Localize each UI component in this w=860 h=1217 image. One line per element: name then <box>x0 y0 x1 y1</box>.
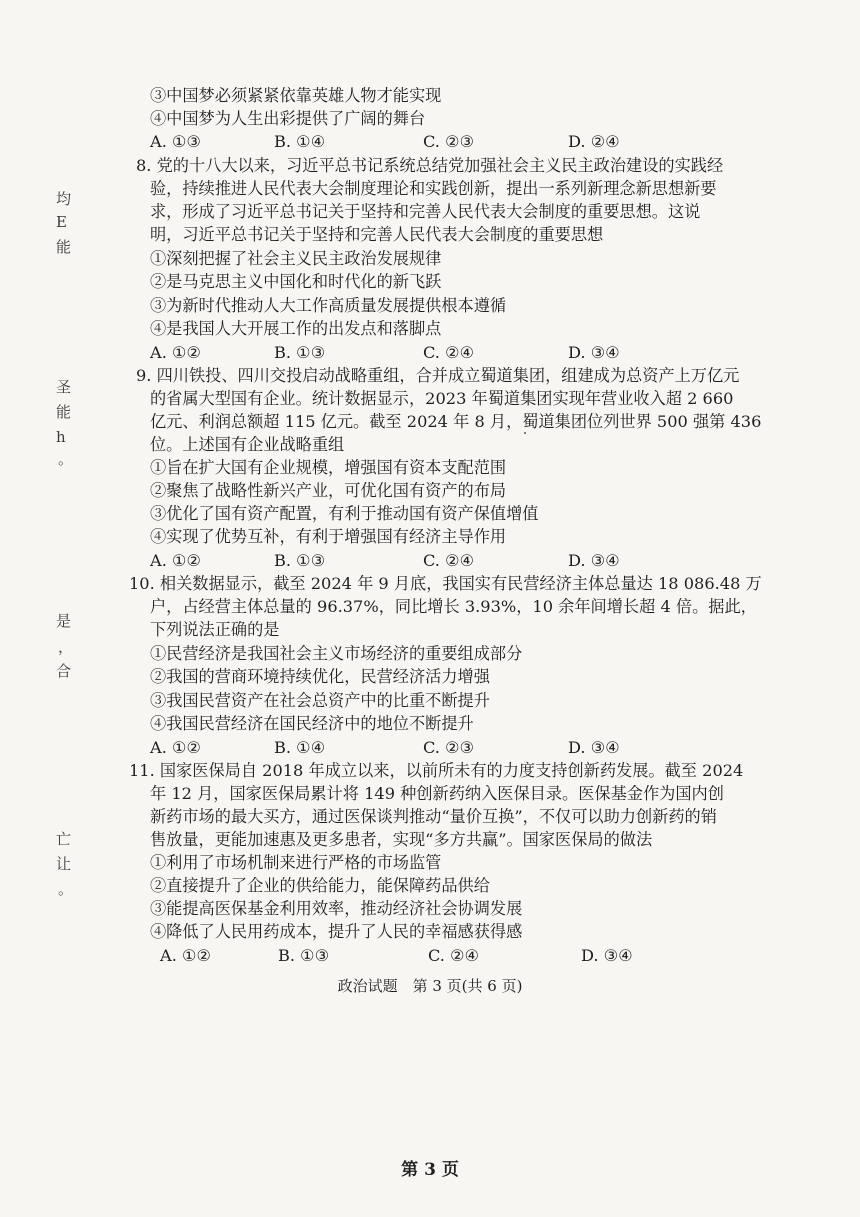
q11-stem-line: 新药市场的最大买方，通过医保谈判推动“量价互换”，不仅可以助力创新药的销 <box>150 807 717 826</box>
q11-statement-4: ④降低了人民用药成本，提升了人民的幸福感获得感 <box>150 922 523 941</box>
q7-statement-3: ③中国梦必须紧紧依靠英雄人物才能实现 <box>150 86 442 105</box>
q10-stem-line: 10. 相关数据显示，截至 2024 年 9 月底，我国实有民营经济主体总量达 18 086.48 万 <box>129 574 762 593</box>
q11-stem-line: 年 12 月，国家医保局累计将 149 种创新药纳入医保目录。医保基金作为国内创 <box>150 784 724 803</box>
q11-option-a: A. ①② <box>160 946 212 965</box>
q8-option-b: B. ①③ <box>274 343 326 362</box>
q10-statement-1: ①民营经济是我国社会主义市场经济的重要组成部分 <box>150 644 523 663</box>
scan-speck <box>524 432 526 434</box>
q10-option-b: B. ①④ <box>274 738 326 757</box>
q8-option-c: C. ②④ <box>423 343 475 362</box>
margin-fragment: h <box>56 428 66 446</box>
q7-statement-4: ④中国梦为人生出彩提供了广阔的舞台 <box>150 109 426 128</box>
q10-statement-4: ④我国民营经济在国民经济中的地位不断提升 <box>150 714 474 733</box>
q8-stem-line: 8. 党的十八大以来，习近平总书记系统总结党加强社会主义民主政治建设的实践经 <box>136 156 724 175</box>
q9-option-b: B. ①③ <box>274 551 326 570</box>
q8-stem-line: 明，习近平总书记关于坚持和完善人民代表大会制度的重要思想 <box>150 225 604 244</box>
margin-fragment: 能 <box>56 238 72 256</box>
q9-stem-line: 位。上述国有企业战略重组 <box>150 435 345 454</box>
q7-option-d: D. ②④ <box>568 132 620 151</box>
q11-option-c: C. ②④ <box>428 946 480 965</box>
q8-option-a: A. ①② <box>150 343 202 362</box>
q8-statement-3: ③为新时代推动人大工作高质量发展提供根本遵循 <box>150 296 507 315</box>
margin-fragment: E <box>56 213 67 231</box>
margin-fragment: 。 <box>58 880 74 898</box>
margin-fragment: 均 <box>56 190 72 208</box>
q9-statement-1: ①旨在扩大国有企业规模，增强国有资本支配范围 <box>150 458 507 477</box>
margin-fragment: 。 <box>58 450 74 468</box>
q11-stem-line: 11. 国家医保局自 2018 年成立以来，以前所未有的力度支持创新药发展。截至 2024 <box>129 761 744 780</box>
q7-option-b: B. ①④ <box>274 132 326 151</box>
q10-option-c: C. ②③ <box>423 738 475 757</box>
q8-statement-4: ④是我国人大开展工作的出发点和落脚点 <box>150 319 442 338</box>
margin-fragment: 合 <box>56 662 72 680</box>
q8-statement-1: ①深刻把握了社会主义民主政治发展规律 <box>150 249 442 268</box>
margin-fragment: 是 <box>56 612 72 630</box>
q10-statement-2: ②我国的营商环境持续优化，民营经济活力增强 <box>150 667 490 686</box>
q10-statement-3: ③我国民营资产在社会总资产中的比重不断提升 <box>150 691 490 710</box>
q11-option-d: D. ③④ <box>581 946 633 965</box>
margin-fragment: 亡 <box>56 830 72 848</box>
page-number-label: 第 3 页 <box>401 1160 459 1180</box>
margin-fragment: 圣 <box>56 378 72 396</box>
margin-fragment: ， <box>58 638 74 656</box>
q8-statement-2: ②是马克思主义中国化和时代化的新飞跃 <box>150 272 442 291</box>
q9-stem-line: 9. 四川铁投、四川交投启动战略重组，合并成立蜀道集团，组建成为总资产上万亿元 <box>136 366 740 385</box>
q7-option-c: C. ②③ <box>423 132 475 151</box>
q10-option-d: D. ③④ <box>568 738 620 757</box>
q11-option-b: B. ①③ <box>278 946 330 965</box>
q8-stem-line: 验，持续推进人民代表大会制度理论和实践创新，提出一系列新理念新思想新要 <box>150 179 717 198</box>
q7-option-a: A. ①③ <box>150 132 202 151</box>
page-footer: 政治试题 第 3 页(共 6 页) <box>337 977 523 995</box>
q9-statement-4: ④实现了优势互补，有利于增强国有经济主导作用 <box>150 527 507 546</box>
q11-statement-1: ①利用了市场机制来进行严格的市场监管 <box>150 853 442 872</box>
q11-stem-line: 售放量，更能加速惠及更多患者，实现“多方共赢”。国家医保局的做法 <box>150 830 653 849</box>
q9-stem-line: 的省属大型国有企业。统计数据显示，2023 年蜀道集团实现年营业收入超 2 660 <box>150 389 734 408</box>
q9-option-d: D. ③④ <box>568 551 620 570</box>
margin-fragment: 能 <box>56 403 72 421</box>
q9-option-c: C. ②④ <box>423 551 475 570</box>
q10-option-a: A. ①② <box>150 738 202 757</box>
q10-stem-line: 下列说法正确的是 <box>150 620 280 639</box>
q11-statement-3: ③能提高医保基金利用效率，推动经济社会协调发展 <box>150 899 523 918</box>
margin-fragment: 让 <box>56 855 72 873</box>
q8-option-d: D. ③④ <box>568 343 620 362</box>
q9-statement-3: ③优化了国有资产配置，有利于推动国有资产保值增值 <box>150 504 539 523</box>
q8-stem-line: 求，形成了习近平总书记关于坚持和完善人民代表大会制度的重要思想。这说 <box>150 202 701 221</box>
q9-option-a: A. ①② <box>150 551 202 570</box>
q10-stem-line: 户，占经营主体总量的 96.37%，同比增长 3.93%，10 余年间增长超 4 倍。据此， <box>150 597 757 616</box>
q9-statement-2: ②聚焦了战略性新兴产业，可优化国有资产的布局 <box>150 481 507 500</box>
q9-stem-line: 亿元、利润总额超 115 亿元。截至 2024 年 8 月，蜀道集团位列世界 500 强第 436 <box>150 412 762 431</box>
q11-statement-2: ②直接提升了企业的供给能力，能保障药品供给 <box>150 876 490 895</box>
